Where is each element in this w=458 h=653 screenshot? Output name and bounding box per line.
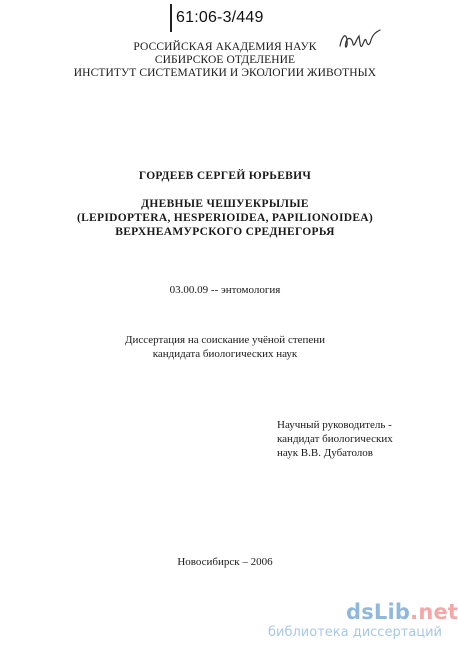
specialty-code: 03.00.09 -- энтомология [169, 284, 281, 296]
library-stamp-code: 61:06-3/449 [176, 9, 264, 26]
dslib-watermark[interactable] [262, 600, 458, 644]
logo-main-text: dsLib [346, 600, 411, 624]
author-name: ГОРДЕЕВ СЕРГЕЙ ЮРЬЕВИЧ [138, 170, 312, 182]
dslib-logo [346, 600, 458, 624]
supervisor-line-2: кандидат биологических [277, 433, 393, 445]
header-line-branch: СИБИРСКОЕ ОТДЕЛЕНИЕ [154, 54, 296, 66]
supervisor-line-1: Научный руководитель - [277, 419, 392, 431]
title-line-2: (LEPIDOPTERA, HESPERIOIDEA, PAPILIONOIDEA) [76, 212, 374, 224]
stamp-vertical-line [170, 4, 172, 32]
header-line-institute: ИНСТИТУТ СИСТЕМАТИКИ И ЭКОЛОГИИ ЖИВОТНЫХ [73, 67, 377, 79]
supervisor-line-3: наук В.В. Дубатолов [277, 447, 373, 459]
degree-line-2: кандидата биологических наук [152, 348, 298, 360]
header-line-academy: РОССИЙСКАЯ АКАДЕМИЯ НАУК [133, 41, 317, 53]
city-year: Новосибирск – 2006 [177, 556, 273, 568]
degree-line-1: Диссертация на соискание учёной степени [124, 334, 326, 346]
title-line-3: ВЕРХНЕАМУРСКОГО СРЕДНЕГОРЬЯ [115, 226, 335, 238]
logo-tld-text: .net [410, 600, 458, 624]
title-line-1: ДНЕВНЫЕ ЧЕШУЕКРЫЛЫЕ [141, 198, 309, 210]
watermark-subtitle: библиотека диссертаций [268, 625, 442, 640]
